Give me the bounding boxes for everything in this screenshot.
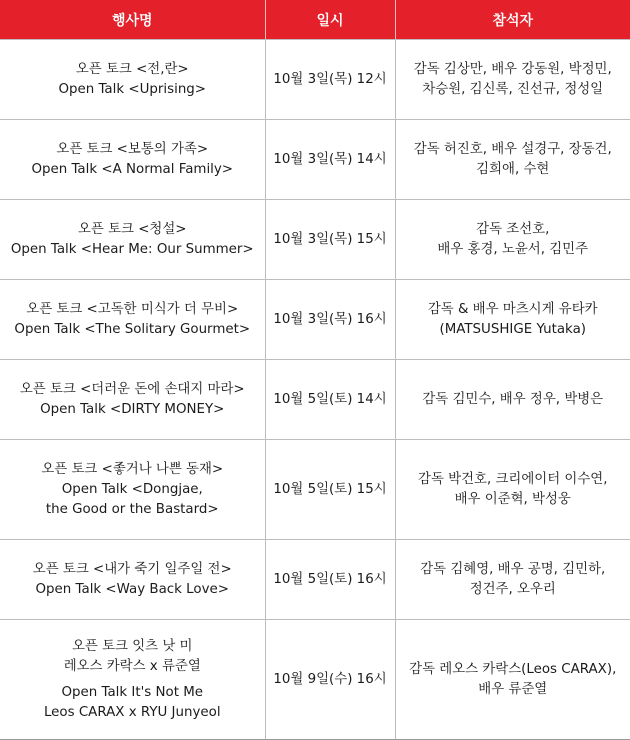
datetime-cell: 10월 3일(목) 15시 xyxy=(265,200,395,280)
attendees-line: 감독 조선호, xyxy=(476,221,550,237)
event-title-english: the Good or the Bastard> xyxy=(45,501,219,517)
event-cell xyxy=(0,200,265,280)
attendees-line: 배우 이준혁, 박성웅 xyxy=(454,491,571,507)
event-cell xyxy=(0,40,265,120)
attendees-line: 김희애, 수현 xyxy=(476,161,550,177)
table-row xyxy=(0,280,630,360)
event-title-english: Open Talk <Dongjae, xyxy=(61,481,203,497)
event-cell xyxy=(0,620,265,740)
attendees-cell xyxy=(395,200,630,280)
header-event: 행사명 xyxy=(0,0,265,40)
datetime-cell: 10월 3일(목) 14시 xyxy=(265,120,395,200)
attendees-cell xyxy=(395,540,630,620)
event-title-english: Open Talk <Way Back Love> xyxy=(35,581,229,597)
attendees-line: 배우 류준열 xyxy=(478,681,548,697)
table-header xyxy=(0,0,630,40)
table-body xyxy=(0,40,630,740)
attendees-line: 감독 김민수, 배우 정우, 박병은 xyxy=(422,391,604,407)
event-title-english: Open Talk <A Normal Family> xyxy=(31,161,234,177)
event-title-english: Leos CARAX x RYU Junyeol xyxy=(43,704,221,720)
event-title-english: Open Talk <Uprising> xyxy=(58,81,207,97)
attendees-cell xyxy=(395,440,630,540)
table-row xyxy=(0,360,630,440)
event-title-korean: 오픈 토크 잇츠 낫 미 xyxy=(71,638,193,654)
attendees-line: 정건주, 오우리 xyxy=(469,581,556,597)
header-datetime: 일시 xyxy=(265,0,395,40)
event-title-korean: 오픈 토크 <전,란> xyxy=(75,61,189,77)
table-row xyxy=(0,200,630,280)
attendees-line: 감독 김혜영, 배우 공명, 김민하, xyxy=(420,561,606,577)
event-title-korean: 오픈 토크 <좋거나 나쁜 동재> xyxy=(41,461,224,477)
datetime-cell: 10월 3일(목) 12시 xyxy=(265,40,395,120)
table-row xyxy=(0,440,630,540)
attendees-line: 감독 & 배우 마츠시게 유타카 xyxy=(427,301,598,317)
event-cell xyxy=(0,360,265,440)
event-title-korean: 레오스 카락스 x 류준열 xyxy=(63,658,201,674)
event-title-korean: 오픈 토크 <청설> xyxy=(77,221,187,237)
attendees-line: (MATSUSHIGE Yutaka) xyxy=(439,321,587,337)
attendees-cell xyxy=(395,360,630,440)
attendees-line: 배우 홍경, 노윤서, 김민주 xyxy=(437,241,589,257)
attendees-cell xyxy=(395,40,630,120)
table-row xyxy=(0,40,630,120)
event-title-english: Open Talk It's Not Me xyxy=(61,684,204,700)
attendees-line: 감독 레오스 카락스(Leos CARAX), xyxy=(409,661,617,677)
datetime-cell: 10월 5일(토) 16시 xyxy=(265,540,395,620)
attendees-line: 감독 허진호, 배우 설경구, 장동건, xyxy=(413,141,612,157)
event-title-english: Open Talk <The Solitary Gourmet> xyxy=(14,321,251,337)
header-attendees: 참석자 xyxy=(395,0,630,40)
event-title-korean: 오픈 토크 <보통의 가족> xyxy=(56,141,209,157)
datetime-cell: 10월 5일(토) 14시 xyxy=(265,360,395,440)
event-title-english: Open Talk <Hear Me: Our Summer> xyxy=(10,241,254,257)
event-title-korean: 오픈 토크 <고독한 미식가 더 무비> xyxy=(26,301,239,317)
event-title-korean: 오픈 토크 <더러운 돈에 손대지 마라> xyxy=(19,381,245,397)
attendees-line: 감독 박건호, 크리에이터 이수연, xyxy=(418,471,608,487)
datetime-cell: 10월 3일(목) 16시 xyxy=(265,280,395,360)
attendees-line: 감독 김상만, 배우 강동원, 박정민, xyxy=(413,61,612,77)
event-cell xyxy=(0,440,265,540)
event-title-korean: 오픈 토크 <내가 죽기 일주일 전> xyxy=(32,561,232,577)
datetime-cell: 10월 9일(수) 16시 xyxy=(265,620,395,740)
attendees-line: 차승원, 김신록, 진선규, 정성일 xyxy=(422,81,604,97)
event-cell xyxy=(0,280,265,360)
attendees-cell xyxy=(395,620,630,740)
event-cell xyxy=(0,120,265,200)
event-cell xyxy=(0,540,265,620)
table-row xyxy=(0,120,630,200)
attendees-cell xyxy=(395,280,630,360)
table-row xyxy=(0,540,630,620)
header-row xyxy=(0,0,630,40)
table-row xyxy=(0,620,630,740)
event-title-english: Open Talk <DIRTY MONEY> xyxy=(40,401,225,417)
datetime-cell: 10월 5일(토) 15시 xyxy=(265,440,395,540)
attendees-cell xyxy=(395,120,630,200)
